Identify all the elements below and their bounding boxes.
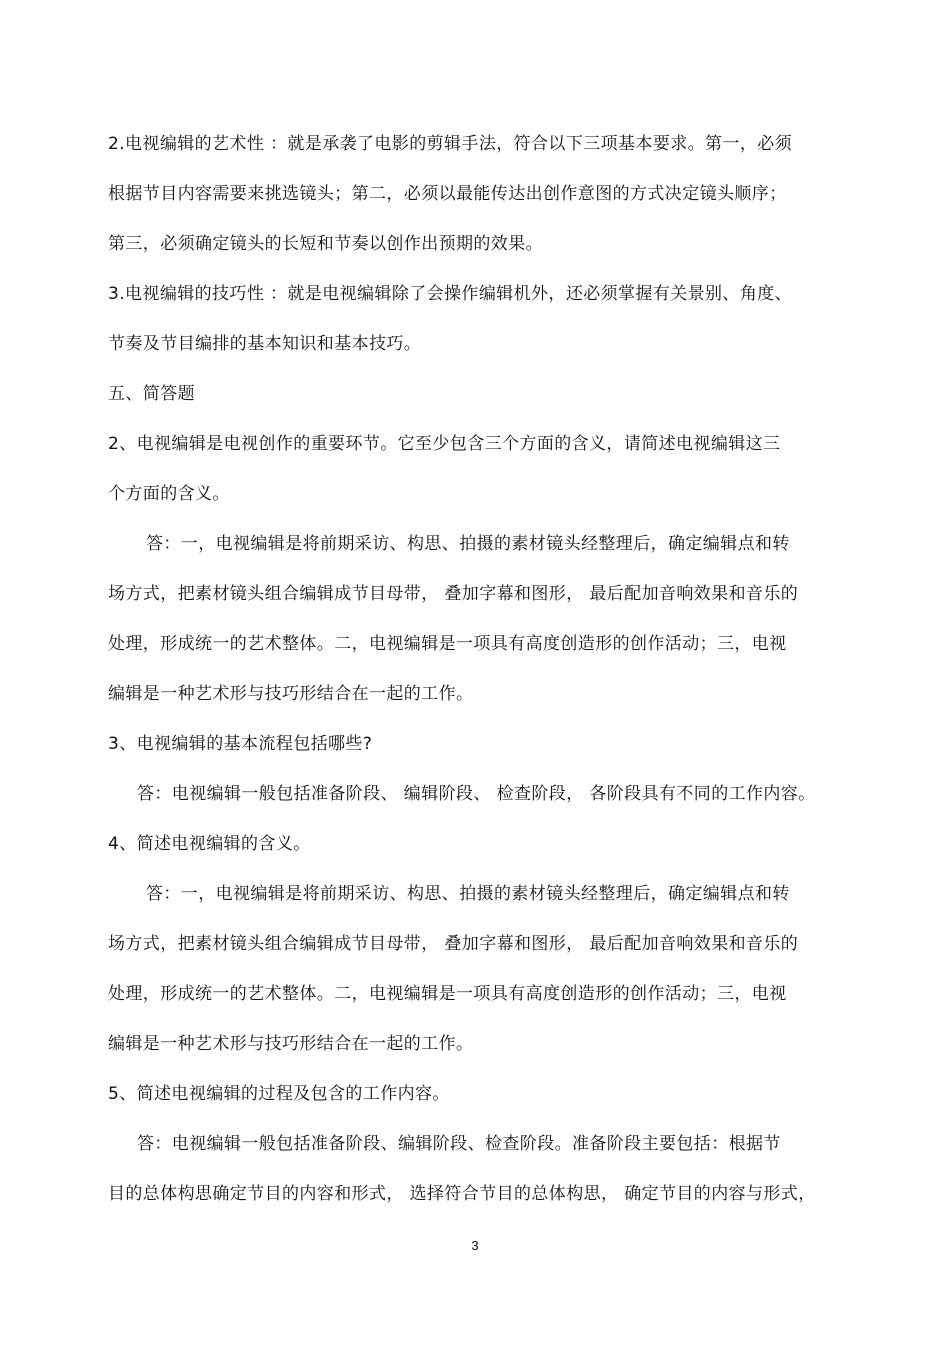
paragraph-artistry-line-2: 根据节目内容需要来挑选镜头；第二，必须以最能传达出创作意图的方式决定镜头顺序； xyxy=(108,184,787,204)
paragraph-artistry-line-3: 第三，必须确定镜头的长短和节奏以创作出预期的效果。 xyxy=(108,234,543,254)
paragraph-technique-line-1: 3.电视编辑的技巧性 ：就是电视编辑除了会操作编辑机外，还必须掌握有关景别、角度、 xyxy=(108,284,793,304)
question-4: 4、简述电视编辑的含义。 xyxy=(108,834,311,854)
question-3: 3、电视编辑的基本流程包括哪些? xyxy=(108,734,373,754)
answer-2-line-1: 答：一，电视编辑是将前期采访、构思、拍摄的素材镜头经整理后，确定编辑点和转 xyxy=(146,534,790,554)
question-2-line-1: 2、电视编辑是电视创作的重要环节。它至少包含三个方面的含义，请简述电视编辑这三 xyxy=(108,434,781,454)
page-number: 3 xyxy=(471,1238,479,1253)
answer-2-line-2: 场方式，把素材镜头组合编辑成节目母带， 叠加字幕和图形， 最后配加音响效果和音乐的 xyxy=(108,584,799,604)
answer-3: 答：电视编辑一般包括准备阶段、 编辑阶段、 检查阶段， 各阶段具有不同的工作内容。 xyxy=(137,784,816,804)
answer-2-line-3: 处理，形成统一的艺术整体。二，电视编辑是一项具有高度创造形的创作活动；三，电视 xyxy=(108,634,787,654)
paragraph-artistry-line-1: 2.电视编辑的艺术性 ：就是承袭了电影的剪辑手法，符合以下三项基本要求。第一，必须 xyxy=(108,134,793,154)
answer-4-line-3: 处理，形成统一的艺术整体。二，电视编辑是一项具有高度创造形的创作活动；三，电视 xyxy=(108,984,787,1004)
question-2-line-2: 个方面的含义。 xyxy=(108,484,230,504)
answer-4-line-4: 编辑是一种艺术形与技巧形结合在一起的工作。 xyxy=(108,1034,474,1054)
answer-5-line-1: 答：电视编辑一般包括准备阶段、编辑阶段、检查阶段。准备阶段主要包括：根据节 xyxy=(137,1134,781,1154)
answer-4-line-1: 答：一，电视编辑是将前期采访、构思、拍摄的素材镜头经整理后，确定编辑点和转 xyxy=(146,884,790,904)
answer-4-line-2: 场方式，把素材镜头组合编辑成节目母带， 叠加字幕和图形， 最后配加音响效果和音乐的 xyxy=(108,934,799,954)
section-heading-short-answer: 五、简答题 xyxy=(108,384,195,404)
answer-5-line-2: 目的总体构思确定节目的内容和形式， 选择符合节目的总体构思， 确定节目的内容与形式， xyxy=(108,1184,816,1204)
question-5: 5、简述电视编辑的过程及包含的工作内容。 xyxy=(108,1084,450,1104)
paragraph-technique-line-2: 节奏及节目编排的基本知识和基本技巧。 xyxy=(108,334,422,354)
answer-2-line-4: 编辑是一种艺术形与技巧形结合在一起的工作。 xyxy=(108,684,474,704)
